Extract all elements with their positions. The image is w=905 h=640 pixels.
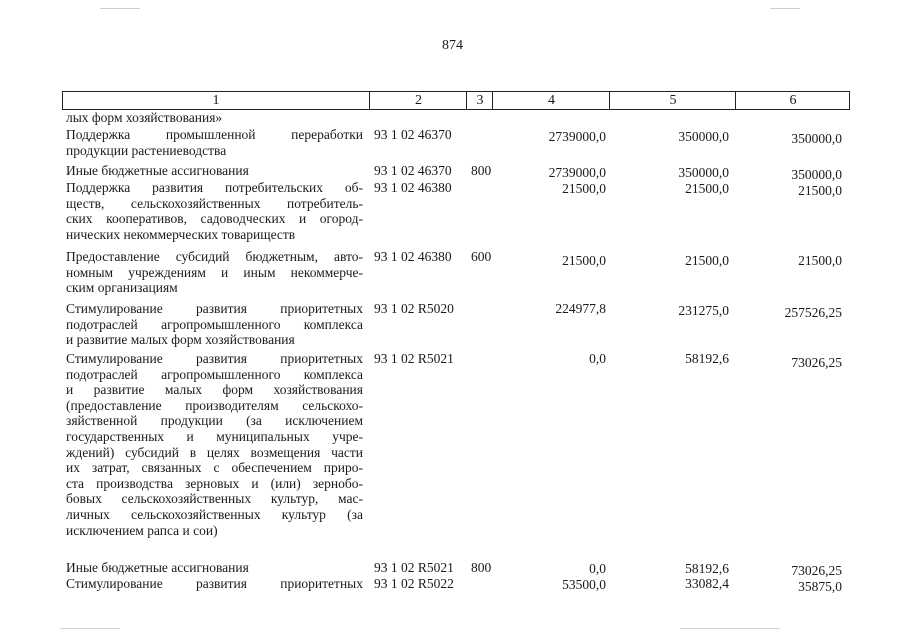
row-value-4: 2739000,0 xyxy=(548,129,606,144)
row-name-line: ста производства зерновых и (или) зернобо- xyxy=(66,475,363,491)
row-type: 800 xyxy=(471,560,492,575)
row-code: 93 1 02 R5020 xyxy=(374,301,454,316)
row-code: 93 1 02 46370 xyxy=(374,127,452,142)
row-code: 93 1 02 R5021 xyxy=(374,351,454,366)
column-header-3: 3 xyxy=(466,92,493,109)
row-name xyxy=(66,180,363,242)
table-header xyxy=(62,91,850,110)
row-name-line: их затрат, связанных с обеспечением приро- xyxy=(66,460,363,476)
row-name xyxy=(66,249,363,296)
row-name-line: государственных и муниципальных учре- xyxy=(66,428,363,444)
row-value-5: 21500,0 xyxy=(685,181,729,196)
row-name-line: ским организациям xyxy=(66,280,178,296)
row-name-line: продукции растениеводства xyxy=(66,142,227,158)
row-type: 600 xyxy=(471,249,492,264)
column-header-4: 4 xyxy=(492,92,610,109)
row-value-4: 0,0 xyxy=(589,561,606,576)
row-value-5: 21500,0 xyxy=(685,253,729,268)
scan-artifact xyxy=(100,8,140,9)
row-value-6: 73026,25 xyxy=(791,355,842,370)
row-name-line: подотраслей агропромышленного комплекса xyxy=(66,366,363,382)
row-type: 800 xyxy=(471,163,492,178)
row-name-line: исключением рапса и сои) xyxy=(66,522,218,538)
row-value-6: 73026,25 xyxy=(791,563,842,578)
row-value-4: 21500,0 xyxy=(562,253,606,268)
row-value-5: 33082,4 xyxy=(685,576,729,591)
column-header-2: 2 xyxy=(369,92,467,109)
scan-artifact xyxy=(60,628,120,629)
row-value-6: 350000,0 xyxy=(791,167,842,182)
page-number: 874 xyxy=(442,38,463,53)
row-value-4: 224977,8 xyxy=(555,301,606,316)
row-code: 93 1 02 46380 xyxy=(374,249,452,264)
row-name xyxy=(66,301,363,348)
row-value-5: 231275,0 xyxy=(678,303,729,318)
row-value-4: 21500,0 xyxy=(562,181,606,196)
row-value-5: 350000,0 xyxy=(678,129,729,144)
row-name-line: нических некоммерческих товариществ xyxy=(66,226,296,242)
row-name-line: Предоставление субсидий бюджетным, авто- xyxy=(66,249,363,264)
row-name-line: ских кооперативов, садоводческих и огород- xyxy=(66,211,363,227)
row-name xyxy=(66,127,363,158)
row-name xyxy=(66,351,363,538)
row-value-4: 2739000,0 xyxy=(548,165,606,180)
column-header-6: 6 xyxy=(735,92,850,109)
row-name-line: подотраслей агропромышленного комплекса xyxy=(66,316,363,332)
scan-artifact xyxy=(680,628,780,629)
row-name-line: Стимулирование развития приоритетных xyxy=(66,301,363,316)
row-code: 93 1 02 R5022 xyxy=(374,576,454,591)
row-name-line: ждений) субсидий в целях возмещения части xyxy=(66,444,363,460)
row-name-line: Иные бюджетные ассигнования xyxy=(66,560,249,575)
row-value-5: 58192,6 xyxy=(685,351,729,366)
column-header-1: 1 xyxy=(212,93,220,108)
row-name-line: лых форм хозяйствования» xyxy=(66,110,223,125)
row-name-line: Иные бюджетные ассигнования xyxy=(66,163,249,178)
row-value-4: 53500,0 xyxy=(562,577,606,592)
row-name-line: Стимулирование развития приоритетных xyxy=(66,351,363,366)
row-name xyxy=(66,576,363,592)
row-code: 93 1 02 R5021 xyxy=(374,560,454,575)
row-name-line: бовых сельскохозяйственных культур, мас- xyxy=(66,491,363,507)
row-value-6: 35875,0 xyxy=(798,579,842,594)
row-value-6: 21500,0 xyxy=(798,253,842,268)
row-value-6: 350000,0 xyxy=(791,131,842,146)
row-name-line: номным учреждениям и иным некоммерче- xyxy=(66,264,363,280)
row-name xyxy=(66,163,363,179)
row-value-5: 350000,0 xyxy=(678,165,729,180)
row-value-4: 0,0 xyxy=(589,351,606,366)
row-name-line: Поддержка промышленной переработки xyxy=(66,127,363,142)
row-name-line: личных сельскохозяйственных культур (за xyxy=(66,506,363,522)
row-name-line: и развитие малых форм хозяйствования xyxy=(66,382,363,398)
row-value-6: 21500,0 xyxy=(798,183,842,198)
column-header-5: 5 xyxy=(609,92,736,109)
row-code: 93 1 02 46380 xyxy=(374,180,452,195)
row-name-line: Поддержка развития потребительских об- xyxy=(66,180,363,195)
row-value-5: 58192,6 xyxy=(685,561,729,576)
row-name xyxy=(66,560,363,576)
row-value-6: 257526,25 xyxy=(784,305,842,320)
row-name xyxy=(66,110,363,126)
row-name-line: ществ, сельскохозяйственных потребитель- xyxy=(66,195,363,211)
row-name-line: зяйственной продукции (за исключением xyxy=(66,413,363,429)
scan-artifact xyxy=(770,8,800,9)
row-name-line: и развитие малых форм хозяйствования xyxy=(66,332,295,348)
row-code: 93 1 02 46370 xyxy=(374,163,452,178)
row-name-line: Стимулирование развития приоритетных xyxy=(66,576,363,591)
row-name-line: (предоставление производителям сельскохо- xyxy=(66,397,363,413)
